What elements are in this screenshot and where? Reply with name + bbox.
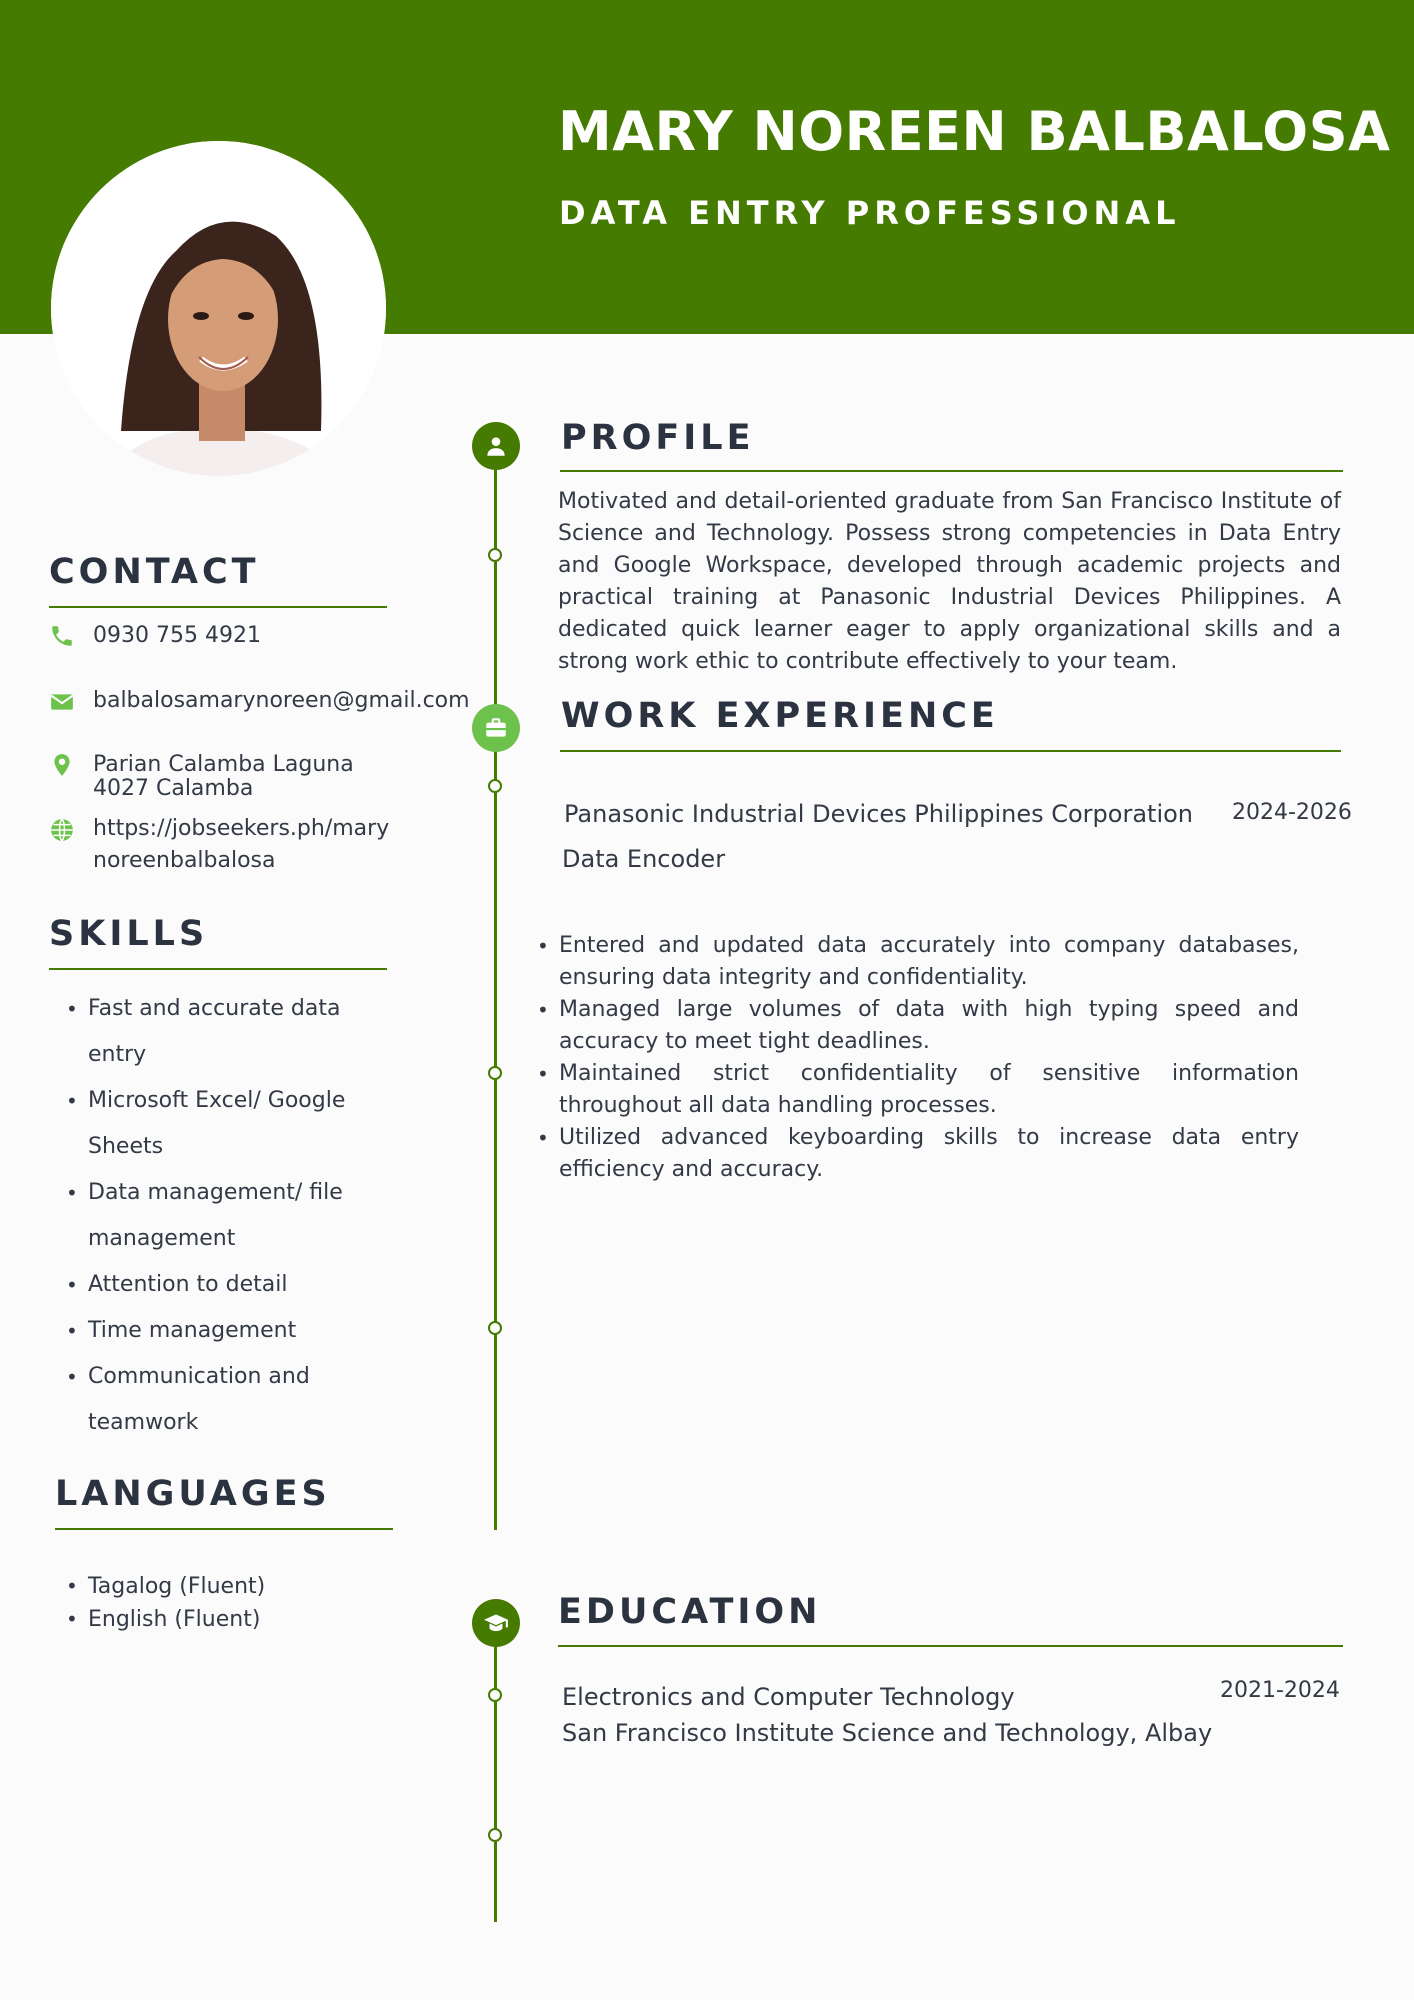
timeline-line: [494, 1630, 497, 1922]
location-icon: [49, 752, 75, 782]
education-school: San Francisco Institute Science and Technology, Albay: [562, 1719, 1213, 1747]
skills-heading: SKILLS: [49, 914, 209, 954]
work-dates: 2024-2026: [1232, 800, 1352, 825]
languages-heading: LANGUAGES: [55, 1474, 331, 1514]
work-divider: [560, 750, 1341, 752]
skill-item: • Time management: [66, 1308, 396, 1354]
globe-icon: [49, 817, 75, 847]
work-marker: [472, 704, 520, 752]
user-icon: [483, 433, 509, 459]
email-icon: [49, 689, 75, 719]
work-role: Data Encoder: [562, 845, 726, 873]
work-heading: WORK EXPERIENCE: [561, 696, 999, 736]
email-address[interactable]: balbalosamarynoreen@gmail.com: [93, 688, 470, 713]
job-title: DATA ENTRY PROFESSIONAL: [559, 194, 1181, 232]
skills-list: [66, 986, 396, 1446]
profile-marker: [472, 422, 520, 470]
education-marker: [472, 1599, 520, 1647]
languages-divider: [55, 1528, 393, 1530]
education-degree: Electronics and Computer Technology: [562, 1683, 1015, 1711]
contact-heading: CONTACT: [49, 552, 260, 592]
website-line-2[interactable]: noreenbalbalosa: [93, 848, 276, 873]
skill-item: • Fast and accurate data entry: [66, 986, 396, 1078]
languages-list: [66, 1570, 396, 1636]
timeline-dot: [488, 1066, 502, 1080]
website-line-1[interactable]: https://jobseekers.ph/mary: [93, 816, 390, 841]
briefcase-icon: [483, 715, 509, 741]
education-divider: [558, 1645, 1343, 1647]
skill-item: • Microsoft Excel/ Google Sheets: [66, 1078, 396, 1170]
work-bullet: • Entered and updated data accurately into company databases, ensuring data integrity and confidentiality.: [537, 930, 1299, 994]
education-dates: 2021-2024: [1220, 1678, 1340, 1703]
work-bullet: • Maintained strict confidentiality of sensitive information throughout all data handling processes.: [537, 1058, 1299, 1122]
work-bullets: [537, 930, 1299, 1186]
timeline-dot: [488, 1828, 502, 1842]
skill-item: • Data management/ file management: [66, 1170, 396, 1262]
contact-divider: [49, 606, 387, 608]
language-item: • English (Fluent): [66, 1603, 396, 1636]
profile-summary: Motivated and detail-oriented graduate from San Francisco Institute of Science and Technology. Possess strong competencies in Data Entry and Google Workspace, developed through academic projects and practical training at Panasonic Industrial Devices Philippines. A dedicated quick learner eager to apply organizational skills and a strong work ethic to contribute effectively to your team.: [558, 489, 1341, 674]
candidate-name: MARY NOREEN BALBALOSA: [558, 100, 1391, 163]
timeline-line: [494, 450, 497, 1530]
timeline-dot: [488, 1321, 502, 1335]
work-company: Panasonic Industrial Devices Philippines Corporation: [564, 800, 1194, 828]
address-line-2: 4027 Calamba: [93, 776, 254, 801]
timeline-dot: [488, 1688, 502, 1702]
profile-photo: [51, 141, 386, 476]
phone-number[interactable]: 0930 755 4921: [93, 623, 261, 648]
education-heading: EDUCATION: [558, 1592, 822, 1632]
phone-icon: [49, 623, 75, 653]
language-item: • Tagalog (Fluent): [66, 1570, 396, 1603]
work-bullet: • Utilized advanced keyboarding skills to increase data entry efficiency and accuracy.: [537, 1122, 1299, 1186]
profile-heading: PROFILE: [561, 418, 755, 458]
skills-divider: [49, 968, 387, 970]
address-line-1: Parian Calamba Laguna: [93, 752, 354, 777]
skill-item: • Attention to detail: [66, 1262, 396, 1308]
graduation-cap-icon: [483, 1610, 509, 1636]
work-bullet: • Managed large volumes of data with high typing speed and accuracy to meet tight deadlines.: [537, 994, 1299, 1058]
skill-item: • Communication and teamwork: [66, 1354, 396, 1446]
profile-divider: [560, 470, 1343, 472]
timeline-dot: [488, 779, 502, 793]
timeline-dot: [488, 548, 502, 562]
